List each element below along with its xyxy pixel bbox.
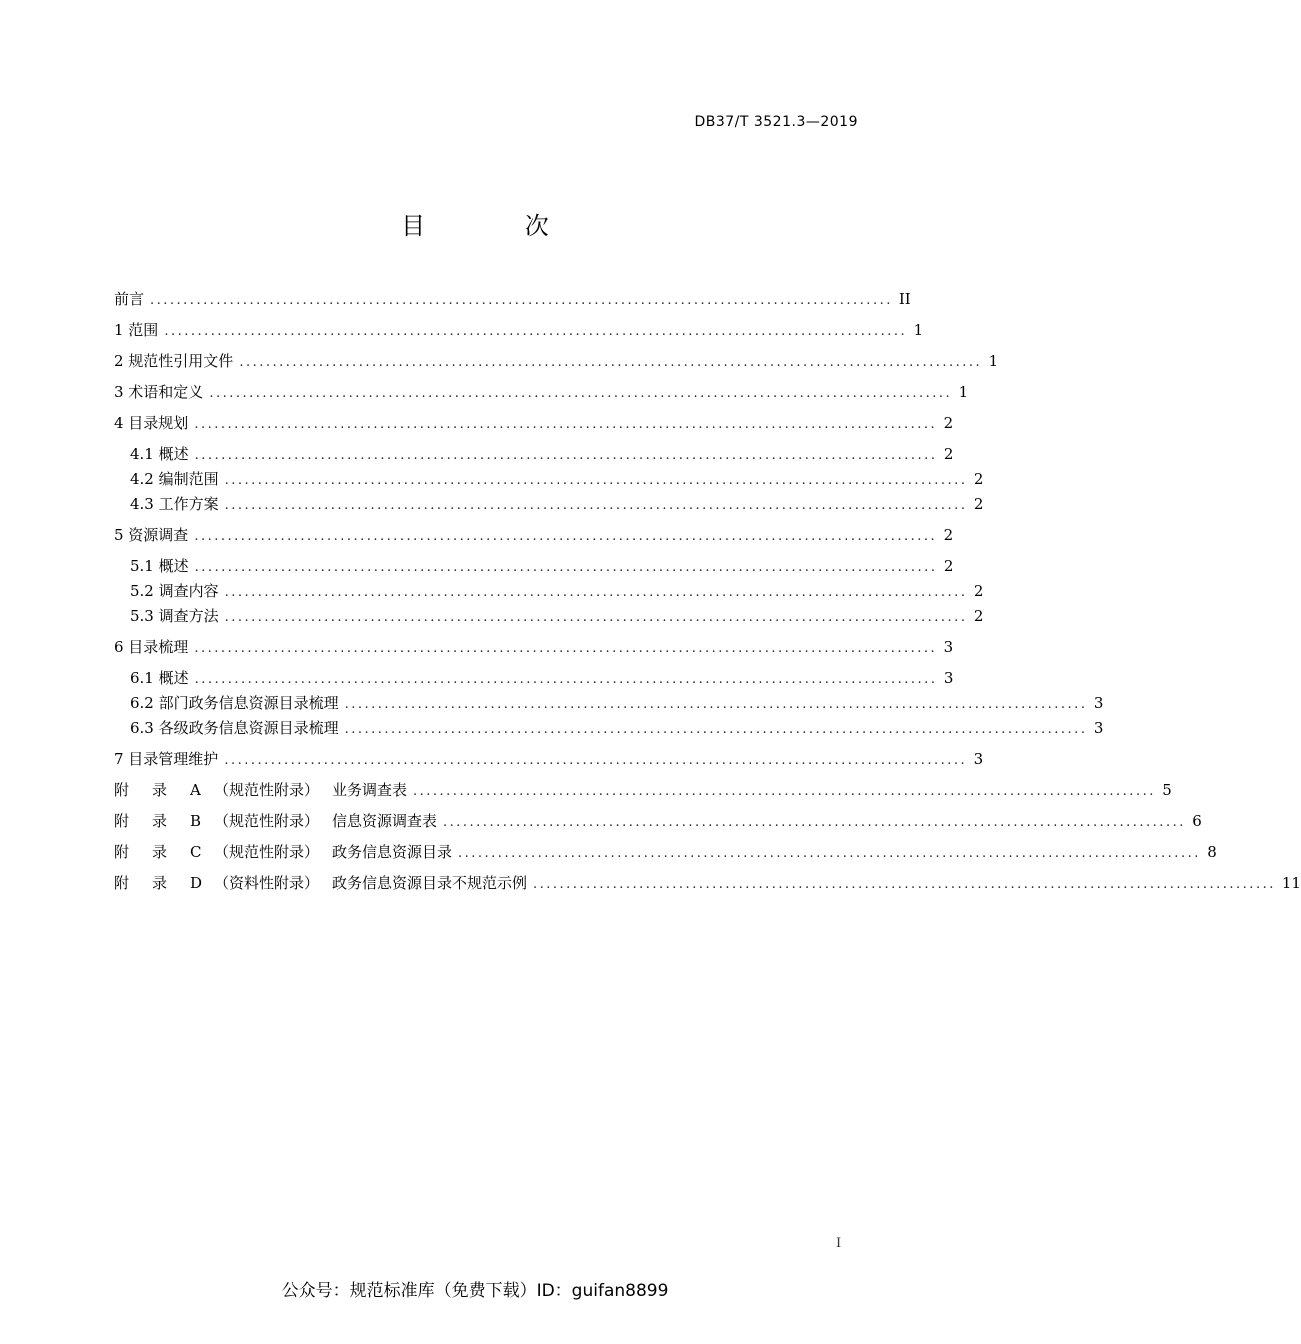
toc-subentry[interactable]: 4.3 工作方案 ................................................................................................................ 2 [130,495,984,513]
toc-appendix-a[interactable]: 附 录 A （规范性附录） 业务调查表 ................................................................................................................ 5 [114,781,1172,799]
toc-subentry[interactable]: 6.1 概述 ................................................................................................................ 3 [130,669,954,687]
toc-entry[interactable]: 2 规范性引用文件 ................................................................................................................ 1 [114,352,999,370]
toc-entry[interactable]: 1 范围 ................................................................................................................ 1 [114,321,924,339]
toc-subentry[interactable]: 6.2 部门政务信息资源目录梳理 ................................................................................................................ 3 [130,694,1104,712]
page-title: 目 次 [401,212,595,240]
toc-entry[interactable]: 3 术语和定义 ................................................................................................................ 1 [114,383,969,401]
promo-text: 公众号：规范标准库（免费下载）ID：guifan8899 [281,1281,669,1301]
toc-subentry[interactable]: 4.1 概述 ................................................................................................................ 2 [130,445,954,463]
toc-appendix-d[interactable]: 附 录 D （资料性附录） 政务信息资源目录不规范示例 ................................................................................................................ 11 [114,874,1301,892]
toc-appendix-b[interactable]: 附 录 B （规范性附录） 信息资源调查表 ................................................................................................................ 6 [114,812,1202,830]
toc-subentry[interactable]: 6.3 各级政务信息资源目录梳理 ................................................................................................................ 3 [130,719,1104,737]
toc-subentry[interactable]: 5.3 调查方法 ................................................................................................................ 2 [130,607,984,625]
toc-subentry[interactable]: 5.2 调查内容 ................................................................................................................ 2 [130,582,984,600]
toc-appendix-c[interactable]: 附 录 C （规范性附录） 政务信息资源目录 ................................................................................................................ 8 [114,843,1217,861]
toc-subentry[interactable]: 4.2 编制范围 ................................................................................................................ 2 [130,470,984,488]
toc-entry[interactable]: 5 资源调查 ................................................................................................................ 2 [114,526,954,544]
toc-entry[interactable]: 前言 ................................................................................................................ II [114,290,911,308]
toc-entry[interactable]: 6 目录梳理 ................................................................................................................ 3 [114,638,954,656]
document-code: DB37/T 3521.3—2019 [694,114,858,130]
toc-entry[interactable]: 7 目录管理维护 ................................................................................................................ 3 [114,750,984,768]
page-number: I [836,1236,842,1251]
toc-entry[interactable]: 4 目录规划 ................................................................................................................ 2 [114,414,954,432]
toc-subentry[interactable]: 5.1 概述 ................................................................................................................ 2 [130,557,954,575]
